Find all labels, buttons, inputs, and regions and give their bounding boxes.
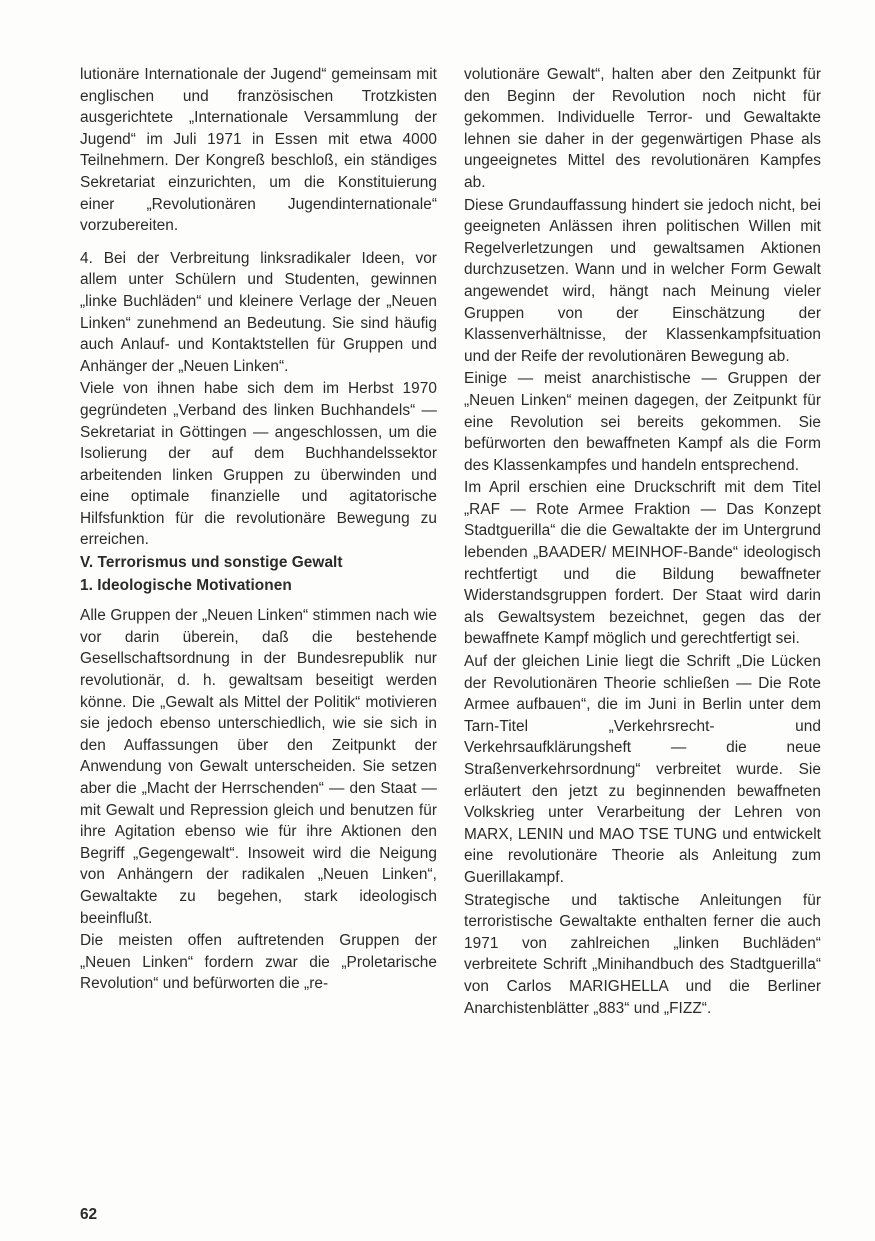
left-paragraph-5: Die meisten offen auftretenden Gruppen der „Neuen Linken“ fordern zwar die „Proletarische Revolution“ und befürworten die „re- — [80, 932, 437, 993]
section-heading: V. Terrorismus und sonstige Gewalt — [80, 554, 343, 572]
right-paragraph-4: Im April erschien eine Druckschrift mit dem Titel „RAF — Rote Armee Fraktion — Das Konzept Stadtguerilla“ die die Gewaltakte der im Untergrund lebenden „BAADER/ MEINHOF-Bande“ ideologisch rechtfertigt und die Bildung bewaffneter Widerstandsgruppen fordert. Der Staat wird darin als Gewaltsystem bezeichnet, gegen das der bewaffnete Kampf möglich und gerechtfertigt sei. — [464, 479, 821, 648]
right-paragraph-6: Strategische und taktische Anleitungen für terroristische Gewaltakte enthalten ferner die auch 1971 von zahlreichen „linken Buchläden“ verbreitete Schrift „Minihandbuch des Stadtguerilla“ von Carlos MARIGHELLA und die Berliner Anarchistenblätter „883“ und „FIZZ“. — [464, 891, 821, 1017]
right-paragraph-3: Einige — meist anarchistische — Gruppen der „Neuen Linken“ meinen dagegen, der Zeitpunkt für eine Revolution sei bereits gekommen. Sie befürworten den bewaffneten Kampf als die Form des Klassenkampfes und handeln entsprechend. — [464, 370, 821, 474]
left-paragraph-4: Alle Gruppen der „Neuen Linken“ stimmen nach wie vor darin überein, daß die bestehende Gesellschaftsordnung in der Bundesrepublik nur revolutionär, d. h. gewaltsam beseitigt werden könne. Die „Gewalt als Mittel der Politik“ motivieren sie jedoch ebenso unterschiedlich, wie sie sich in den Auffassungen über den Zeitpunkt der Anwendung von Gewalt unterscheiden. Sie setzen aber die „Macht der Herrschenden“ — den Staat — mit Gewalt und Repression gleich und benutzen für ihre Agitation ebenso wie für ihre Aktionen den Begriff „Gegengewalt“. Insoweit wird die Neigung von Anhängern der radikalen „Neuen Linken“, Gewaltakte zu begehen, stark ideologisch beeinflußt. — [80, 607, 437, 927]
right-paragraph-5: Auf der gleichen Linie liegt die Schrift „Die Lücken der Revolutionären Theorie schließen — Die Rote Armee aufbauen“, die im Juni in Berlin unter dem Tarn-Titel „Verkehrsrecht- und Verkehrsaufklärungsheft — die neue Straßenverkehrsordnung“ verbreitet wurde. Sie erläutert den jetzt zu beginnenden bewaffneten Volkskrieg unter Verarbeitung der Lehren von MARX, LENIN und MAO TSE TUNG und entwickelt eine revolutionäre Theorie als Anleitung zum Guerillakampf. — [464, 653, 821, 886]
sub-heading: 1. Ideologische Motivationen — [80, 576, 292, 594]
page-number: 62 — [80, 1206, 98, 1223]
right-paragraph-2: Diese Grundauffassung hindert sie jedoch nicht, bei geeigneten Anlässen ihren politischen Willen mit Regelverletzungen und gewaltsamen Aktionen durchzusetzen. Wann und in welcher Form Gewalt angewendet wird, hängt nach Meinung vieler Gruppen von der Einschätzung der Klassenverhältnisse, der Klassenkampfsituation und der Reife der revolutionären Bewegung ab. — [464, 196, 821, 365]
left-paragraph-1: lutionäre Internationale der Jugend“ gemeinsam mit englischen und französischen Trotzkisten ausgerichtete „Internationale Versammlung der Jugend“ im Juli 1971 in Essen mit etwa 4000 Teilnehmern. Der Kongreß beschloß, ein ständiges Sekretariat einzurichten, um die Konstituierung einer „Revolutionären Jugendinternationale“ vorzubereiten. — [80, 66, 437, 235]
left-paragraph-2: 4. Bei der Verbreitung linksradikaler Ideen, vor allem unter Schülern und Studenten, gewinnen „linke Buchläden“ und kleinere Verlage der „Neuen Linken“ zunehmend an Bedeutung. Sie sind häufig auch Anlauf- und Kontaktstellen für Gruppen und Anhänger der „Neuen Linken“. — [80, 249, 437, 375]
left-paragraph-3: Viele von ihnen habe sich dem im Herbst 1970 gegründeten „Verband des linken Buchhandels“ — Sekretariat in Göttingen — angeschlossen, um die Isolierung der auf dem Buchhandelssektor arbeitenden linken Gruppen zu überwinden und eine optimale finanzielle und agitatorische Hilfsfunktion für die revolutionäre Bewegung zu erreichen. — [80, 380, 437, 549]
right-column — [464, 64, 821, 1019]
right-paragraph-1: volutionäre Gewalt“, halten aber den Zeitpunkt für den Beginn der Revolution noch nicht für gekommen. Individuelle Terror- und Gewaltakte lehnen sie daher in der gegenwärtigen Phase als ungeeignetes Mittel des revolutionären Kampfes ab. — [464, 66, 821, 191]
left-column — [80, 64, 437, 995]
